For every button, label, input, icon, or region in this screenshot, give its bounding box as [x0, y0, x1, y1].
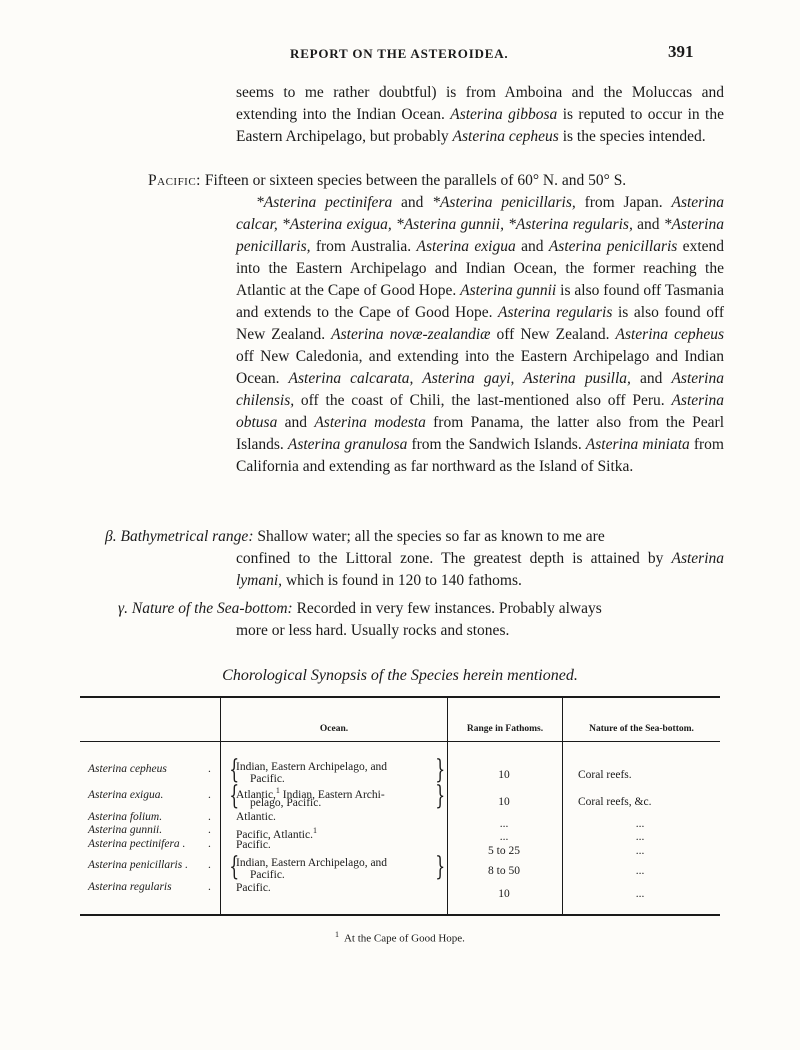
text-run: from Panama, the latter also from the Pearl Islands. — [236, 414, 725, 453]
species-name-text: Asterina granulosa — [287, 436, 408, 453]
species-name: Asterina regularis — [88, 881, 172, 893]
species-name: Asterina penicillaris . — [88, 859, 188, 871]
footnote-mark: 1 — [335, 930, 340, 939]
pacific-species-paragraph — [236, 192, 724, 478]
species-name-text: Asterina novæ-zealandiæ — [331, 326, 491, 343]
running-title: REPORT ON THE ASTEROIDEA. — [290, 46, 509, 61]
species-name: Asterina pectinifera . — [88, 838, 186, 850]
ocean-value: Indian, Eastern Archipelago, and — [236, 761, 388, 773]
text-run: from Australia. — [310, 238, 417, 255]
text-run: is also found off Tasmania and extends to the Cape of Good Hope. — [236, 282, 725, 321]
left-brace: { — [229, 781, 240, 811]
ocean-value-continued: pelago, Pacific. — [250, 797, 322, 809]
page-number: 391 — [668, 42, 694, 61]
bathymetrical-range-line: β. Bathymetrical range: Shallow water; all the species so far as known to me are — [105, 528, 605, 545]
species-name: Asterina folium. — [88, 811, 163, 823]
species-name-text: Asterina penicillaris — [548, 238, 678, 255]
text-run: and — [277, 414, 315, 431]
species-name-text: Asterina obtusa — [236, 392, 724, 431]
species-name-text: *Asterina pectinifera — [256, 194, 393, 211]
species-name-text: Asterina gunnii — [460, 282, 557, 299]
leader-dot: . — [208, 824, 211, 836]
text-run: and — [515, 238, 549, 255]
pacific-label: Pacific: — [148, 172, 201, 189]
range-value: 10 — [498, 769, 510, 781]
ocean-value: Pacific. — [236, 882, 271, 894]
pacific-intro: Fifteen or sixteen species between the parallels of 60° N. and 50° S. — [204, 172, 627, 189]
range-value: ... — [499, 818, 509, 830]
table-header-rule — [80, 741, 720, 742]
footnote — [0, 930, 800, 945]
text-run: and — [632, 216, 664, 233]
text-run: off the coast of Chili, the last-mentioned also off Peru. — [294, 392, 672, 409]
right-brace: } — [435, 852, 446, 882]
right-brace: } — [435, 781, 446, 811]
ocean-value-continued: Pacific. — [250, 773, 285, 785]
species-name-text: Asterina regularis — [498, 304, 613, 321]
sea-bottom-line: γ. Nature of the Sea-bottom: Recorded in very few instances. Probably always — [118, 600, 602, 617]
leader-dot: . — [208, 859, 211, 871]
leader-dot: . — [208, 789, 211, 801]
text-run: from the Sandwich Islands. — [407, 436, 586, 453]
species-name-text: Asterina exigua — [416, 238, 516, 255]
table-bottom-rule — [80, 914, 720, 916]
text-run: extend into the Eastern Archipelago and Indian Ocean, the former reaching the Atlantic at the Cape of Good Hope. — [236, 238, 724, 299]
text-run: is also found off New Zealand. — [236, 304, 724, 343]
nature-value: ... — [635, 845, 645, 857]
range-value: 10 — [498, 888, 510, 900]
species-name-text: Asterina calcar, *Asterina exigua, *Asterina gunnii, *Asterina regularis, — [236, 194, 725, 233]
range-value: 5 to 25 — [488, 845, 520, 857]
bathymetrical-range-label: β. Bathymetrical range: — [105, 528, 254, 545]
column-header-nature: Nature of the Sea-bottom. — [589, 724, 694, 734]
left-brace: { — [229, 852, 240, 882]
paragraph-continuation: seems to me rather doubtful) is from Amboina and the Moluccas and extending into the Indian Ocean. Asterina gibbosa is reputed to occur in the Eastern Archipelago, but probably Asterina cepheus is the species intended. — [236, 84, 724, 145]
nature-value: ... — [635, 865, 645, 877]
bathymetrical-range-continuation: confined to the Littoral zone. The greatest depth is attained by Asterina lymani, which is found in 120 to 140 fathoms. — [236, 550, 725, 589]
range-value: 10 — [498, 796, 510, 808]
text-run: from California and extending as far northward as the Island of Sitka. — [236, 436, 724, 475]
nature-value: Coral reefs. — [578, 769, 632, 781]
ocean-value: Indian, Eastern Archipelago, and — [236, 857, 388, 869]
nature-value: ... — [635, 831, 645, 843]
species-name-text: Asterina miniata — [585, 436, 690, 453]
species-name: Asterina gunnii. — [88, 824, 163, 836]
leader-dot: . — [208, 838, 211, 850]
nature-value: ... — [635, 818, 645, 830]
leader-dot: . — [208, 811, 211, 823]
pacific-paragraph — [148, 170, 724, 192]
range-value: ... — [499, 831, 509, 843]
footnote-text: At the Cape of Good Hope. — [343, 932, 465, 945]
table-top-rule — [80, 696, 720, 698]
text-run: off New Zealand. — [490, 326, 616, 343]
running-head — [0, 40, 800, 66]
nature-value: Coral reefs, &c. — [578, 796, 652, 808]
right-brace: } — [435, 755, 446, 785]
column-header-range: Range in Fathoms. — [466, 724, 544, 734]
ocean-value: Pacific. — [236, 839, 271, 851]
text-run: and — [630, 370, 672, 387]
left-brace: { — [229, 755, 240, 785]
species-name-text: Asterina cepheus — [615, 326, 724, 343]
ocean-value-continued: Pacific. — [250, 869, 285, 881]
text-run: and — [392, 194, 433, 211]
leader-dot: . — [208, 881, 211, 893]
sea-bottom-label: γ. Nature of the Sea-bottom: — [118, 600, 293, 617]
species-name-text: Asterina chilensis, — [236, 370, 724, 409]
text-run: from Japan. — [575, 194, 672, 211]
table-caption: Chorological Synopsis of the Species herein mentioned. — [222, 667, 578, 684]
sea-bottom-continuation: more or less hard. Usually rocks and stones. — [236, 622, 510, 639]
species-name-text: *Asterina penicillaris, — [432, 194, 576, 211]
species-name-text: Asterina calcarata, Asterina gayi, Asterina pusilla, — [288, 370, 631, 387]
leader-dot: . — [208, 763, 211, 775]
column-header-ocean: Ocean. — [319, 724, 349, 734]
species-name-text: Asterina modesta — [314, 414, 426, 431]
ocean-value: Pacific, Atlantic.$^1$ — [236, 826, 317, 841]
text-run: off New Caledonia, and extending into the Eastern Archipelago and Indian Ocean. — [236, 348, 724, 387]
ocean-value: Atlantic. — [236, 811, 276, 823]
nature-value: ... — [635, 888, 645, 900]
species-name: Asterina exigua. — [88, 789, 164, 801]
range-value: 8 to 50 — [488, 865, 520, 877]
species-name: Asterina cepheus — [88, 763, 167, 775]
species-name-text: *Asterina penicillaris, — [236, 216, 724, 255]
ocean-value: Atlantic,$^1$ Indian, Eastern Archi- — [236, 786, 385, 801]
